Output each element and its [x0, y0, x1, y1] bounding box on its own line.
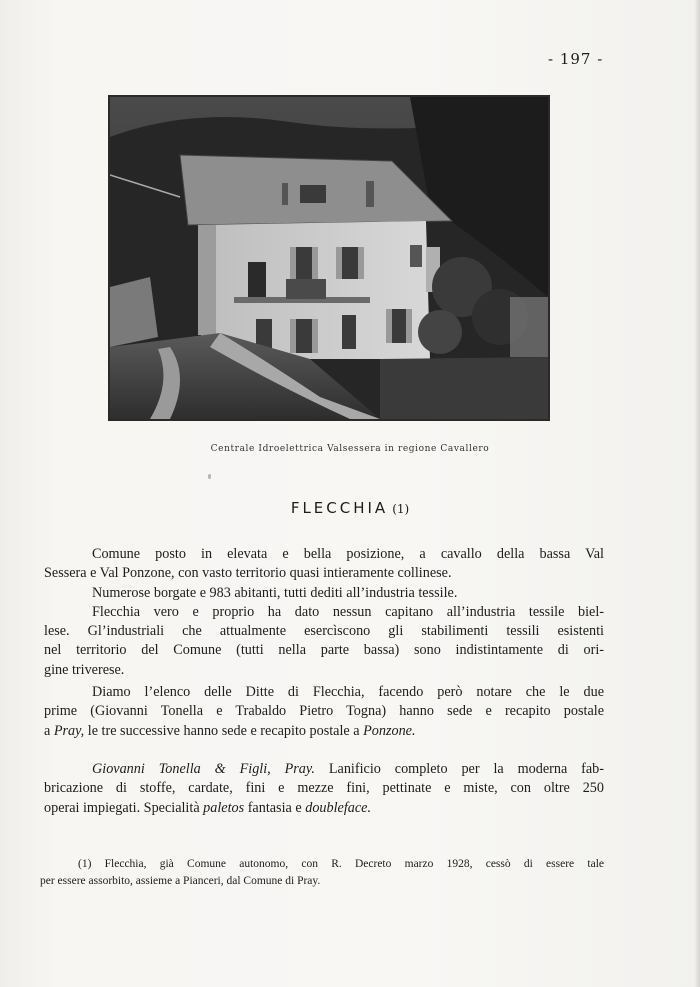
section-heading: [0, 498, 700, 517]
text-fragment: le tre successive hanno sede e recapito postale a: [87, 722, 360, 739]
footnote-line: per essere assorbito, assieme a Pianceri, dal Comune di Pray.: [40, 874, 321, 887]
photo-caption: Centrale Idroelettrica Valsessera in regione Cavallero: [210, 444, 490, 454]
text-line: gine triverese.: [44, 661, 125, 678]
text-fragment: fantasia e: [247, 799, 302, 816]
text-line: [44, 799, 604, 818]
text-line: lese. Gl’industriali che attualmente esercìscono gli stabilimenti tessili esistenti: [44, 623, 604, 640]
place-name-ponzone: Ponzone.: [363, 722, 416, 739]
text-line: Flecchia vero e proprio ha dato nessun capitano all’industria tessile biel-: [92, 603, 604, 620]
text-line: nel territorio del Comune (tutti nella parte bassa) sono indistintamente di ori-: [44, 642, 604, 659]
place-name-pray: Pray,: [53, 722, 85, 739]
text-fragment: Lanificio completo per la moderna fab-: [328, 761, 604, 777]
text-line: Comune posto in elevata e bella posizione, a cavallo della bassa Val: [92, 546, 604, 562]
text-line: Diamo l’elenco delle Ditte di Flecchia, facendo però notare che le due: [92, 684, 604, 700]
footnote-reference: (1): [392, 502, 410, 516]
footnote: [40, 856, 604, 889]
intro-paragraphs: [44, 545, 604, 680]
text-line: bricazione di stoffe, cardate, fini e mezze fini, pettinate e miste, con oltre 250: [44, 780, 604, 797]
section-title: FLECCHIA: [290, 499, 389, 517]
ditte-paragraph: [44, 683, 604, 741]
text-fragment: operai impiegati. Specialità: [44, 799, 200, 816]
footnote-line: (1) Flecchia, già Comune autonomo, con R. Decreto marzo 1928, cessò di essere tale: [78, 858, 604, 870]
page-number: - 197 -: [548, 50, 604, 68]
page-edge-shadow: [694, 0, 700, 987]
text-line: Numerose borgate e 983 abitanti, tutti dediti all’industria tessile.: [92, 584, 458, 601]
text-fragment: a: [44, 722, 51, 739]
photo-illustration: [110, 97, 548, 419]
text-line: prime (Giovanni Tonella e Trabaldo Pietro Togna) hanno sede e recapito postale: [44, 703, 604, 720]
specialty-doubleface: doubleface.: [305, 799, 372, 816]
text-line: Sessera e Val Ponzone, con vasto territorio quasi intieramente collinese.: [44, 565, 452, 582]
photograph-hydroelectric-station: [108, 95, 550, 421]
company-entry: [44, 760, 604, 818]
text-line: [44, 760, 604, 779]
company-name: Giovanni Tonella & Figli, Pray.: [92, 761, 315, 777]
text-line: [44, 722, 604, 741]
specialty-paletos: paletos: [203, 799, 245, 816]
paper-speck: [208, 474, 211, 479]
